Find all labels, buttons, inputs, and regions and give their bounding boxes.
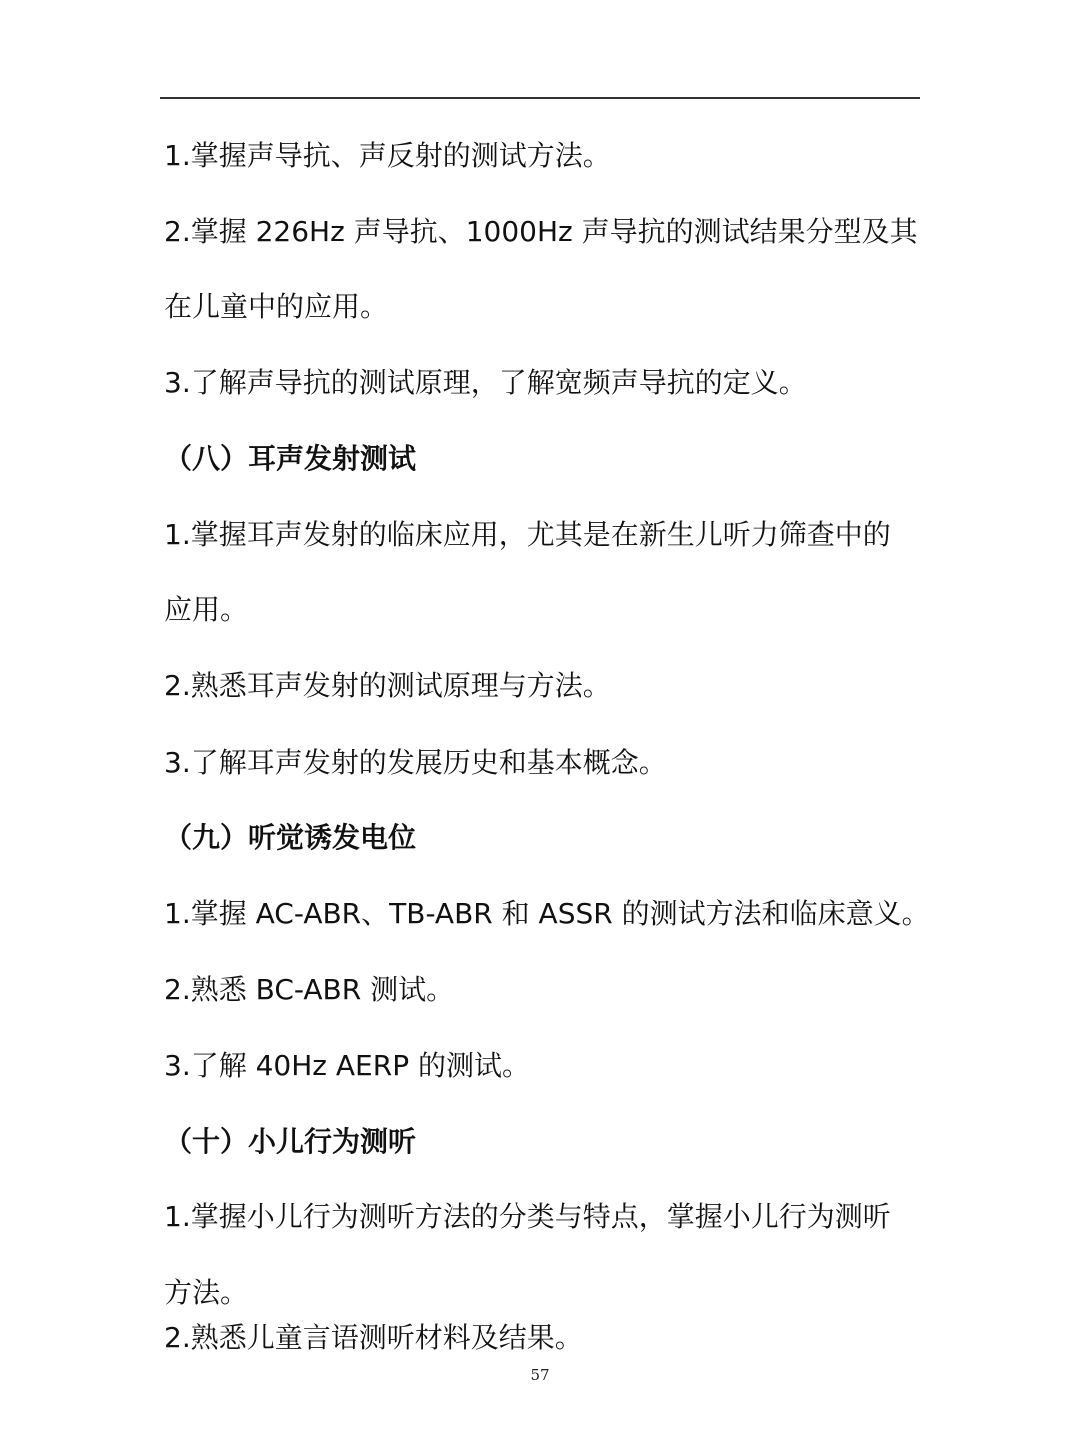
body-line: 1.掌握耳声发射的临床应用，尤其是在新生儿听力筛查中的 [164, 518, 891, 551]
body-line: 3.了解声导抗的测试原理，了解宽频声导抗的定义。 [164, 366, 807, 399]
body-line: 方法。 [164, 1276, 249, 1309]
body-line: 1.掌握声导抗、声反射的测试方法。 [164, 139, 611, 172]
body-line: 3.了解耳声发射的发展历史和基本概念。 [164, 746, 667, 779]
body-line: 应用。 [164, 593, 249, 626]
body-line: 2.熟悉耳声发射的测试原理与方法。 [164, 669, 611, 702]
section-heading: （九）听觉诱发电位 [164, 821, 417, 854]
body-line: 2.掌握 226Hz 声导抗、1000Hz 声导抗的测试结果分型及其 [164, 215, 918, 248]
body-line: 2.熟悉儿童言语测听材料及结果。 [164, 1321, 583, 1354]
section-heading: （十）小儿行为测听 [164, 1125, 417, 1158]
section-heading: （八）耳声发射测试 [164, 442, 417, 475]
body-line: 1.掌握小儿行为测听方法的分类与特点，掌握小儿行为测听 [164, 1200, 891, 1233]
body-line: 3.了解 40Hz AERP 的测试。 [164, 1049, 530, 1082]
body-line: 1.掌握 AC-ABR、TB-ABR 和 ASSR 的测试方法和临床意义。 [164, 897, 930, 930]
body-line: 2.熟悉 BC-ABR 测试。 [164, 973, 455, 1006]
body-line: 在儿童中的应用。 [164, 290, 389, 323]
page-number: 57 [530, 1366, 550, 1384]
header-rule [160, 97, 920, 99]
